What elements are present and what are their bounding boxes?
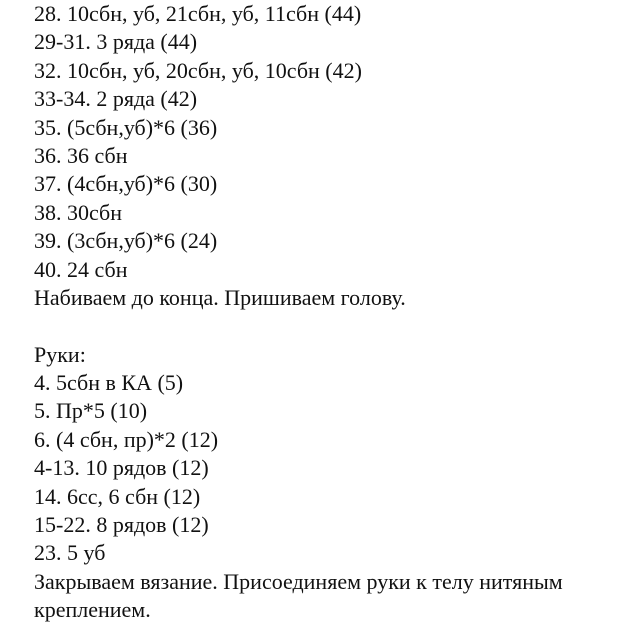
arms-rows-15-22: 15-22. 8 рядов (12) (34, 512, 209, 538)
arms-row-4: 4. 5сбн в КА (5) (34, 370, 184, 396)
closing-instruction-line-2: креплением. (34, 597, 151, 623)
arms-title: Руки: (34, 341, 86, 367)
row-35: 35. (5сбн,уб)*6 (36) (34, 114, 218, 140)
rows-29-31: 29-31. 3 ряда (44) (34, 29, 198, 55)
row-37: 37. (4сбн,уб)*6 (30) (34, 171, 218, 197)
arms-row-6: 6. (4 сбн, пр)*2 (12) (34, 426, 219, 452)
rows-33-34: 33-34. 2 ряда (42) (34, 86, 198, 112)
arms-row-5: 5. Пр*5 (10) (34, 398, 148, 424)
section-gap (34, 312, 640, 340)
arms-section (34, 341, 640, 625)
row-32: 32. 10сбн, уб, 20сбн, уб, 10сбн (42) (34, 57, 362, 83)
body-section (34, 0, 640, 312)
row-40: 40. 24 сбн (34, 256, 128, 282)
arms-row-23: 23. 5 уб (34, 540, 106, 566)
row-36: 36. 36 сбн (34, 142, 128, 168)
arms-rows-4-13: 4-13. 10 рядов (12) (34, 455, 209, 481)
closing-instruction-line-1: Закрываем вязание. Присоединяем руки к телу нитяным (34, 568, 563, 594)
arms-row-14: 14. 6сс, 6 сбн (12) (34, 483, 201, 509)
row-39: 39. (3сбн,уб)*6 (24) (34, 228, 218, 254)
row-28: 28. 10сбн, уб, 21сбн, уб, 11сбн (44) (34, 1, 362, 26)
stuffing-instruction: Набиваем до конца. Пришиваем голову. (34, 284, 406, 310)
row-38: 38. 30сбн (34, 199, 122, 225)
